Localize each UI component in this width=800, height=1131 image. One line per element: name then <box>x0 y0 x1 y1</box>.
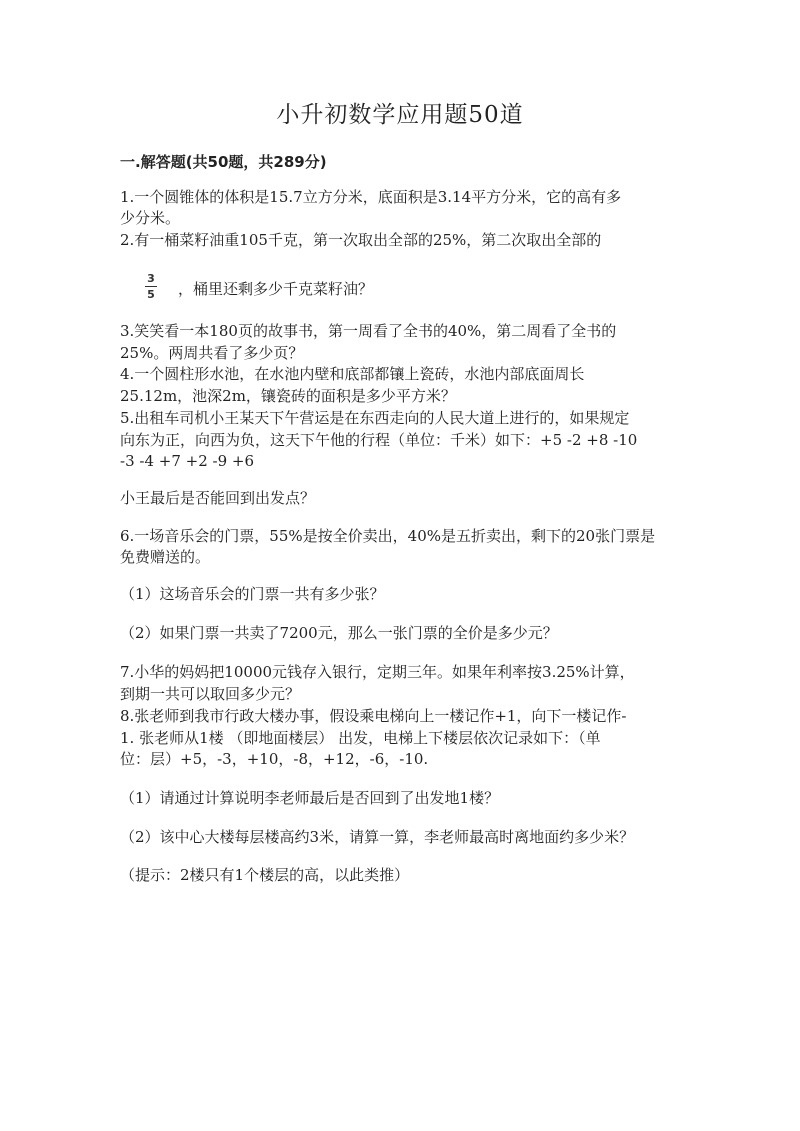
question-3-line-1: 3.笑笑看一本180页的故事书，第一周看了全书的40%，第二周看了全书的 <box>120 322 617 340</box>
question-6-sub-1: （1）这场音乐会的门票一共有多少张？ <box>120 585 385 603</box>
question-1-line-1: 1.一个圆锥体的体积是15.7立方分米，底面积是3.14平方分米，它的高有多 <box>120 188 622 206</box>
question-3-line-2: 25%。两周共看了多少页？ <box>120 344 304 362</box>
question-6-line-1: 6.一场音乐会的门票，55%是按全价卖出，40%是五折卖出，剩下的20张门票是 <box>120 527 656 545</box>
question-5-line-3: -3 -4 +7 +2 -9 +6 <box>120 452 255 470</box>
question-6-line-2: 免费赠送的。 <box>120 548 211 566</box>
question-8-line-2: 1. 张老师从1楼 （即地面楼层） 出发，电梯上下楼层依次记录如下：（单 <box>120 729 601 747</box>
question-2-line-1: 2.有一桶菜籽油重105千克，第一次取出全部的25%，第二次取出全部的 <box>120 231 602 249</box>
question-8-sub-1: （1）请通过计算说明李老师最后是否回到了出发地1楼？ <box>120 789 500 807</box>
fraction-bar <box>145 286 157 287</box>
question-7-line-1: 7.小华的妈妈把10000元钱存入银行，定期三年。如果年利率按3.25%计算， <box>120 663 635 681</box>
question-4-line-2: 25.12m，池深2m，镶瓷砖的面积是多少平方米？ <box>120 387 456 405</box>
question-2-line-2: ，桶里还剩多少千克菜籽油？ <box>178 280 374 298</box>
fraction-three-fifths <box>145 272 157 301</box>
question-1-line-2: 少分米。 <box>120 209 181 227</box>
question-5-line-1: 5.出租车司机小王某天下午营运是在东西走向的人民大道上进行的，如果规定 <box>120 409 630 427</box>
question-4-line-1: 4.一个圆柱形水池，在水池内壁和底部都镶上瓷砖，水池内部底面周长 <box>120 365 585 383</box>
page-title: 小升初数学应用题50道 <box>276 102 524 128</box>
question-8-sub-2: （2）该中心大楼每层楼高约3米，请算一算，李老师最高时离地面约多少米？ <box>120 828 635 846</box>
question-7-line-2: 到期一共可以取回多少元？ <box>120 685 301 703</box>
section-header: 一.解答题(共50题，共289分) <box>120 153 327 171</box>
question-5-line-2: 向东为正，向西为负，这天下午他的行程（单位：千米）如下：+5 -2 +8 -10 <box>120 431 638 449</box>
fraction-denominator: 5 <box>147 288 155 301</box>
question-8-line-1: 8.张老师到我市行政大楼办事，假设乘电梯向上一楼记作+1，向下一楼记作- <box>120 707 627 725</box>
question-5-line-4: 小王最后是否能回到出发点？ <box>120 489 316 507</box>
question-6-sub-2: （2）如果门票一共卖了7200元，那么一张门票的全价是多少元？ <box>120 624 558 642</box>
fraction-numerator: 3 <box>147 272 155 285</box>
question-8-hint: （提示：2楼只有1个楼层的高，以此类推） <box>120 866 410 884</box>
question-8-line-3: 位：层）+5，-3，+10，-8，+12，-6，-10. <box>120 750 429 768</box>
